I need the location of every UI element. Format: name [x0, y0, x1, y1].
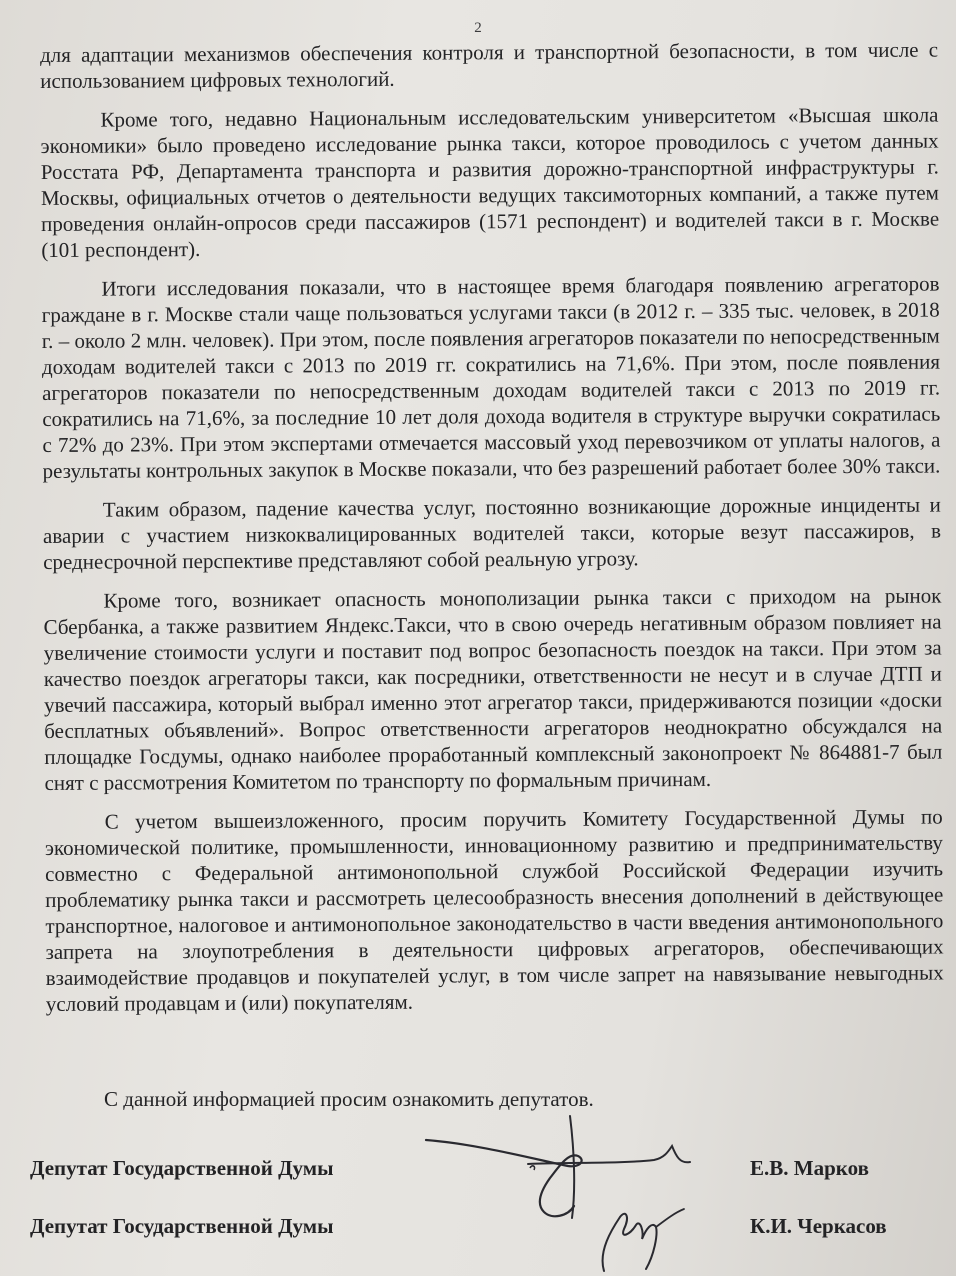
signature-row — [30, 1156, 930, 1186]
paragraph-hse-study: Кроме того, недавно Национальным исследовательским университетом «Высшая школа экономики» было проведено исследование рынка такси, которое проводилось с учетом данных Росстата РФ, Департамента транспорта и развития дорожно-транспортной инфраструктуры г. Москвы, официальных отчетов о деятельности ведущих таксимоторных компаний, а также путем проведения онлайн-опросов среди пассажиров (1571 респондент) и водителей такси в г. Москве (101 респондент). — [40, 102, 940, 262]
paragraph-request: С учетом вышеизложенного, просим поручить Комитету Государственной Думы по экономической политике, промышленности, инновационному развитию и предпринимательству совместно с Федеральной антимонопольной службой Российской Федерации изучить проблематику рынка такси и рассмотреть целесообразность внесения дополнений в действующее транспортное, налоговое и антимонопольное законодательство в части введения антимонопольного запрета на злоупотребления в деятельности цифровых агрегаторов, обеспечивающих взаимодействие продавцов и покупателей услуг, в том числе запрет на навязывание невыгодных условий продавцам и (или) покупателям. — [44, 804, 944, 1016]
letter-body — [40, 37, 944, 1030]
paragraph-study-results: Итоги исследования показали, что в настоящее время благодаря появлению агрегаторов граждане в г. Москве стали чаще пользоваться услугами такси (в 2012 г. – 335 тыс. человек, в 2018 г. – около 2 млн. человек). При этом, после появления агрегаторов показатели по непосредственным доходам водителей такси с 2013 по 2019 гг. сократились на 71,6%. При этом, после появления агрегаторов показатели по непосредственным доходам водителей такси с 2013 по 2019 гг. сократились на 71,6%, за последние 10 лет доля дохода водителя в структуре выручки сократилась с 72% до 23%. При этом экспертами отмечается массовый уход перевозчиком от уплаты налогов, а результаты контрольных закупок в Москве показали, что без разрешений работает более 30% такси. — [41, 271, 941, 483]
signatory-name: Е.В. Марков — [750, 1156, 869, 1180]
signatory-role: Депутат Государственной Думы — [30, 1214, 334, 1238]
paragraph-continuation: для адаптации механизмов обеспечения контроля и транспортной безопасности, в том числе с использованием цифровых технологий. — [40, 37, 939, 93]
closing-line: С данной информацией просим ознакомить депутатов. — [104, 1087, 594, 1111]
signatory-name: К.И. Черкасов — [750, 1214, 887, 1238]
signature-row — [30, 1214, 930, 1244]
signatory-role: Депутат Государственной Думы — [30, 1156, 334, 1180]
paragraph-monopolization: Кроме того, возникает опасность монополизации рынка такси с приходом на рынок Сбербанка, а также развитием Яндекс.Такси, что в свою очередь негативным образом повлияет на увеличение стоимости услуги и поставит под вопрос безопасность поездок на такси. При этом за качество поездок агрегаторы такси, как посредники, ответственности не несут и в случае ДТП и увечий пассажира, который выбрал именно этот агрегатор такси, придерживаются позиции «доски бесплатных объявлений». Вопрос ответственности агрегаторов неоднократно обсуждался на площадке Госдумы, однако наиболее проработанный комплексный законопроект № 864881-7 был снят с рассмотрения Комитетом по транспорту по формальным причинам. — [43, 583, 943, 795]
paragraph-conclusion: Таким образом, падение качества услуг, постоянно возникающие дорожные инциденты и аварии с участием низкоквалицированных водителей такси, которые везут пассажиров, в среднесрочной перспективе представляют собой реальную угрозу. — [42, 492, 942, 574]
page-number: 2 — [474, 20, 482, 36]
